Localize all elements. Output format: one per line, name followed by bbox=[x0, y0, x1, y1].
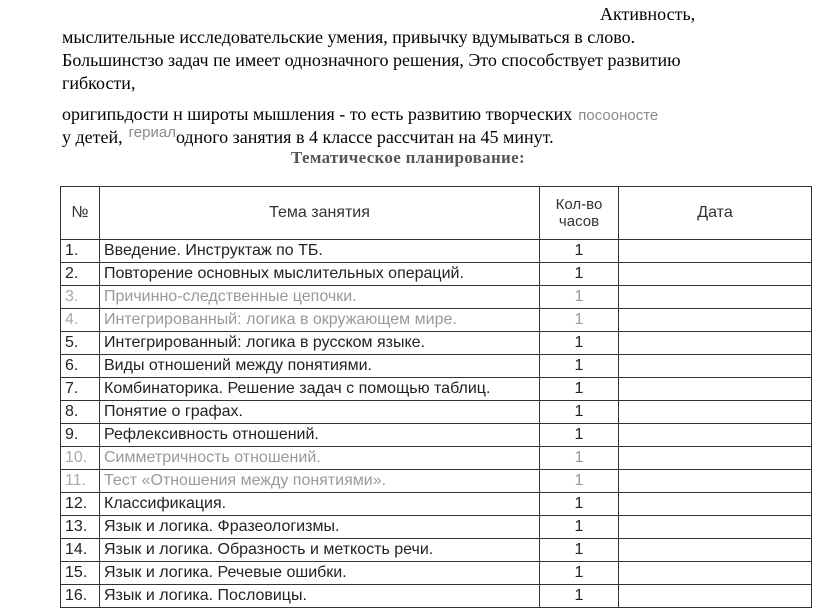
cell-topic: Виды отношений между понятиями. bbox=[100, 355, 540, 378]
table-row bbox=[61, 424, 812, 447]
cell-date bbox=[619, 585, 812, 608]
cell-date bbox=[619, 263, 812, 286]
cell-hours: 1 bbox=[540, 286, 619, 309]
table-row bbox=[61, 378, 812, 401]
table-row bbox=[61, 539, 812, 562]
cell-num: 14. bbox=[61, 539, 100, 562]
cell-date bbox=[619, 447, 812, 470]
table-row bbox=[61, 562, 812, 585]
cell-hours: 1 bbox=[540, 539, 619, 562]
cell-num: 15. bbox=[61, 562, 100, 585]
cell-num: 13. bbox=[61, 516, 100, 539]
cell-hours: 1 bbox=[540, 562, 619, 585]
cell-topic: Язык и логика. Фразеологизмы. bbox=[100, 516, 540, 539]
cell-num: 1. bbox=[61, 240, 100, 263]
cell-topic: Тест «Отношения между понятиями». bbox=[100, 470, 540, 493]
cell-hours: 1 bbox=[540, 401, 619, 424]
cell-topic: Симметричность отношений. bbox=[100, 447, 540, 470]
cell-date bbox=[619, 355, 812, 378]
text-line-6-start: у детей, bbox=[62, 127, 123, 147]
cell-num: 7. bbox=[61, 378, 100, 401]
cell-date bbox=[619, 401, 812, 424]
table-header-row bbox=[61, 187, 812, 240]
table-row bbox=[61, 309, 812, 332]
cell-hours: 1 bbox=[540, 332, 619, 355]
cell-hours: 1 bbox=[540, 447, 619, 470]
cell-hours: 1 bbox=[540, 585, 619, 608]
table-row bbox=[61, 263, 812, 286]
cell-num: 4. bbox=[61, 309, 100, 332]
cell-topic: Язык и логика. Пословицы. bbox=[100, 585, 540, 608]
text-line-3: Большинстзо задач пе имеет однозначного решения, Это способствует развитию bbox=[62, 50, 681, 70]
thematic-plan-table bbox=[60, 186, 812, 608]
cell-topic: Язык и логика. Образность и меткость речи. bbox=[100, 539, 540, 562]
cell-hours: 1 bbox=[540, 470, 619, 493]
cell-num: 6. bbox=[61, 355, 100, 378]
cell-num: 2. bbox=[61, 263, 100, 286]
text-line-5-faint: посооносте bbox=[578, 107, 659, 124]
cell-topic: Введение. Инструктаж по ТБ. bbox=[100, 240, 540, 263]
text-line-5-main: оригипьдости н широты мышления - то есть развитию творческих bbox=[62, 104, 573, 124]
table-row bbox=[61, 355, 812, 378]
table-row bbox=[61, 516, 812, 539]
cell-topic: Интегрированный: логика в окружающем мире. bbox=[100, 309, 540, 332]
header-num: № bbox=[61, 187, 100, 240]
text-line-4: гибкости, bbox=[62, 73, 136, 93]
cell-hours: 1 bbox=[540, 263, 619, 286]
cell-num: 10. bbox=[61, 447, 100, 470]
cell-date bbox=[619, 309, 812, 332]
cell-hours: 1 bbox=[540, 493, 619, 516]
cell-topic: Язык и логика. Речевые ошибки. bbox=[100, 562, 540, 585]
text-line-6-faint: гериал bbox=[128, 124, 176, 141]
cell-date bbox=[619, 516, 812, 539]
cell-date bbox=[619, 378, 812, 401]
header-hours: Кол-во часов bbox=[540, 187, 619, 240]
cell-hours: 1 bbox=[540, 240, 619, 263]
cell-hours: 1 bbox=[540, 355, 619, 378]
cell-date bbox=[619, 493, 812, 516]
text-line-2: мыслительные исследовательские умения, привычку вдумываться в слово. bbox=[62, 27, 636, 47]
cell-topic: Повторение основных мыслительных операций. bbox=[100, 263, 540, 286]
cell-hours: 1 bbox=[540, 309, 619, 332]
cell-num: 3. bbox=[61, 286, 100, 309]
cell-date bbox=[619, 562, 812, 585]
table-row bbox=[61, 585, 812, 608]
section-heading: Тематическое планирование: bbox=[291, 148, 525, 167]
text-line-1: Активность, bbox=[600, 4, 696, 24]
header-topic: Тема занятия bbox=[100, 187, 540, 240]
cell-hours: 1 bbox=[540, 516, 619, 539]
table-row bbox=[61, 286, 812, 309]
cell-hours: 1 bbox=[540, 378, 619, 401]
cell-topic: Интегрированный: логика в русском языке. bbox=[100, 332, 540, 355]
text-line-6 bbox=[62, 124, 554, 149]
cell-date bbox=[619, 539, 812, 562]
cell-num: 12. bbox=[61, 493, 100, 516]
table-row bbox=[61, 240, 812, 263]
text-line-6-end: одного занятия в 4 классе рассчитан на 45 минут. bbox=[175, 127, 554, 147]
cell-date bbox=[619, 332, 812, 355]
table-row bbox=[61, 470, 812, 493]
table-row bbox=[61, 332, 812, 355]
cell-num: 8. bbox=[61, 401, 100, 424]
table-row bbox=[61, 401, 812, 424]
table-row bbox=[61, 493, 812, 516]
cell-num: 9. bbox=[61, 424, 100, 447]
cell-hours: 1 bbox=[540, 424, 619, 447]
cell-topic: Комбинаторика. Решение задач с помощью таблиц. bbox=[100, 378, 540, 401]
cell-num: 11. bbox=[61, 470, 100, 493]
cell-num: 5. bbox=[61, 332, 100, 355]
cell-topic: Рефлексивность отношений. bbox=[100, 424, 540, 447]
cell-topic: Классификация. bbox=[100, 493, 540, 516]
cell-date bbox=[619, 470, 812, 493]
text-line-5 bbox=[62, 104, 658, 126]
cell-topic: Понятие о графах. bbox=[100, 401, 540, 424]
header-date: Дата bbox=[619, 187, 812, 240]
table-row bbox=[61, 447, 812, 470]
cell-date bbox=[619, 424, 812, 447]
cell-date bbox=[619, 286, 812, 309]
cell-num: 16. bbox=[61, 585, 100, 608]
cell-topic: Причинно-следственные цепочки. bbox=[100, 286, 540, 309]
cell-date bbox=[619, 240, 812, 263]
